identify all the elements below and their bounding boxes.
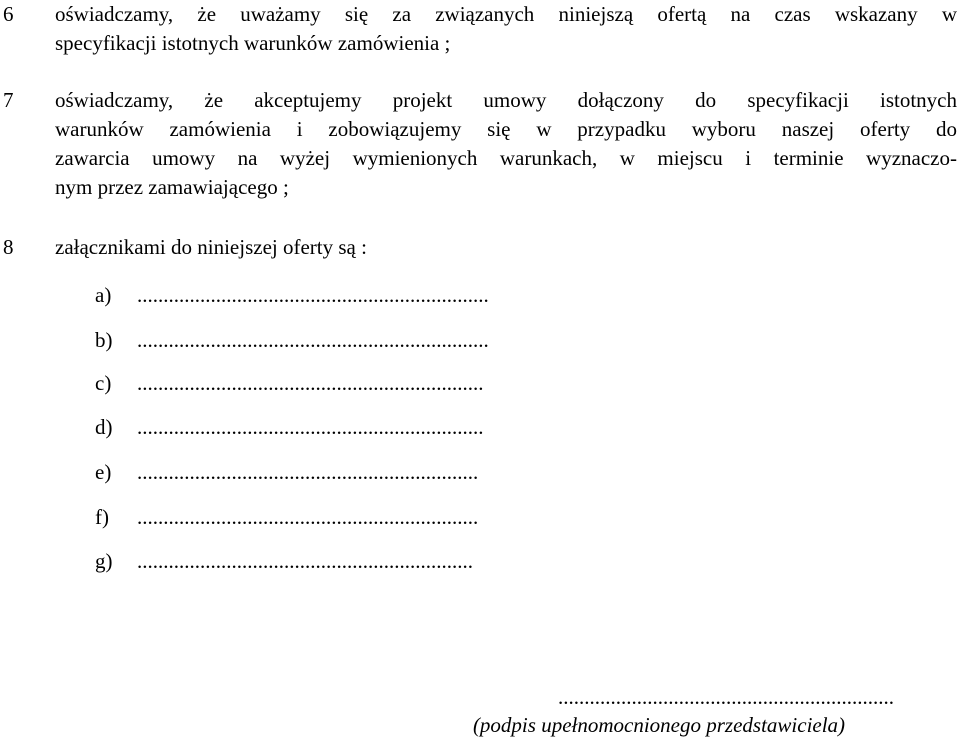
clause-line: oświadczamy, że uważamy się za związanych niniejszą ofertą na czas wskazany w [55,2,957,26]
clause-line: zawarcia umowy na wyżej wymienionych warunkach, w miejscu i terminie wyznaczo- [55,146,957,170]
attachment-label: f) [95,505,109,529]
attachment-line-e [95,458,478,487]
attachment-label: d) [95,415,113,439]
attachment-line-b [95,326,489,355]
clause-line: nym przez zamawiającego ; [55,175,289,199]
clause-number: 6 [3,2,14,26]
clause-line: załącznikami do niniejszej oferty są : [55,235,367,259]
attachment-dots: ................................................................. [137,505,479,529]
attachment-line-a [95,281,489,310]
clause-line: specyfikacji istotnych warunków zamówienia ; [55,31,451,55]
attachment-line-f [95,503,478,532]
signature-line: ................................................................ [558,685,894,709]
clause-line: oświadczamy, że akceptujemy projekt umowy dołączony do specyfikacji istotnych [55,88,957,112]
clause-text [55,233,957,262]
attachment-dots: ................................................................... [137,283,489,307]
clause-number: 8 [3,235,14,259]
attachment-label: c) [95,371,112,395]
clause-text [55,86,957,202]
attachment-dots: .................................................................. [137,415,484,439]
attachment-dots: ................................................................. [137,460,479,484]
attachment-label: a) [95,283,112,307]
attachment-dots: ................................................................ [137,549,473,573]
attachment-line-d [95,413,484,442]
clause-line: warunków zamówienia i zobowiązujemy się w przypadku wyboru naszej oferty do [55,117,957,141]
clause-number: 7 [3,88,14,112]
signature-caption: (podpis upełnomocnionego przedstawiciela) [472,713,846,737]
clause-text [55,0,957,58]
attachment-line-g [95,547,473,576]
attachment-label: b) [95,328,113,352]
attachment-line-c [95,369,484,398]
attachment-dots: .................................................................. [137,371,484,395]
attachment-label: g) [95,549,113,573]
attachment-dots: ................................................................... [137,328,489,352]
attachment-label: e) [95,460,112,484]
